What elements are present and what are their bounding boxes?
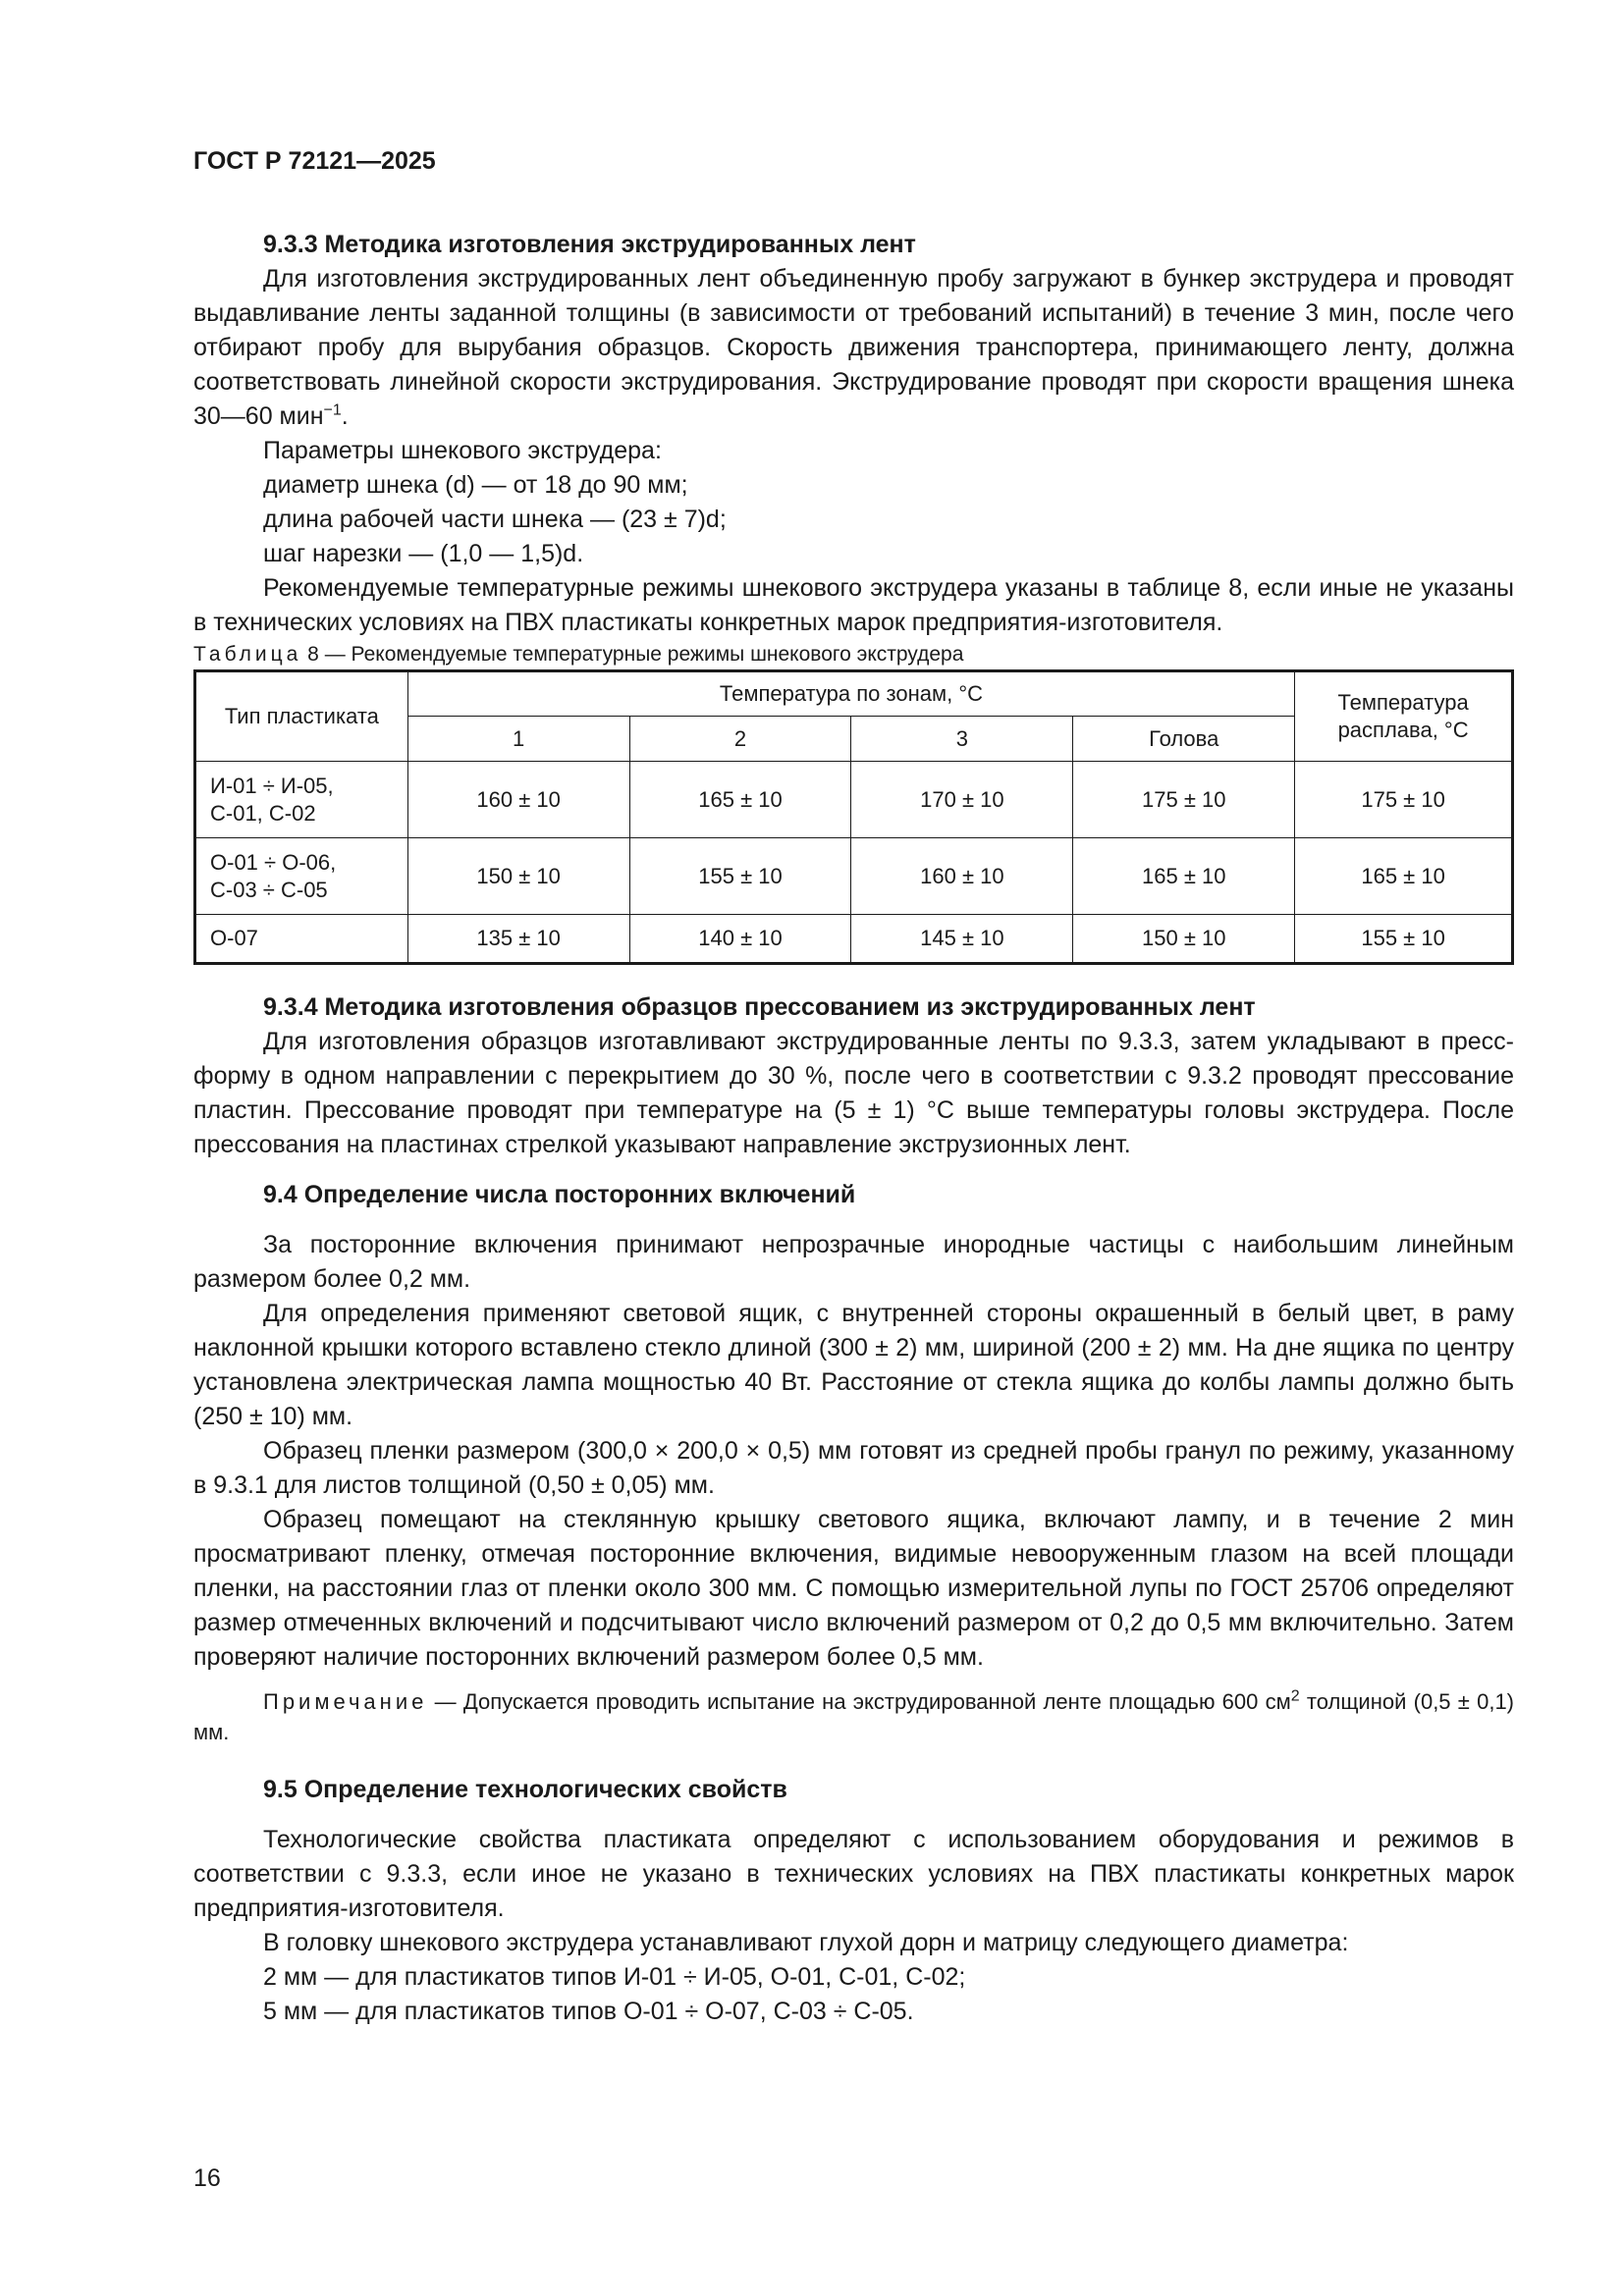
- cell-type: О-07: [195, 915, 408, 964]
- section-9-3-3-paragraph: Для изготовления экструдированных лент объединенную пробу загружают в бункер экструдера и проводят выдавливание ленты заданной толщины (в зависимости от требований испытаний) в течение 3 мин, после чего отбирают пробу для вырубания образцов. Скорость движения транспортера, принимающего ленту, должна соответствовать линейной скорости экструдирования. Экструдирование проводят при скорости вращения шнека 30—60 мин$^{-1}$.: [193, 265, 1514, 430]
- section-9-5-title: 9.5 Определение технологических свойств: [263, 1776, 787, 1803]
- header-zones: Температура по зонам, °С: [407, 671, 1294, 717]
- extruder-params-title: Параметры шнекового экструдера:: [263, 437, 662, 464]
- cell-value: 160 ± 10: [851, 838, 1073, 915]
- superscript: −1: [323, 401, 342, 419]
- cell-value: 175 ± 10: [1073, 762, 1295, 838]
- cell-value: 140 ± 10: [629, 915, 851, 964]
- cell-value: 145 ± 10: [851, 915, 1073, 964]
- header-zone-1: 1: [407, 717, 629, 762]
- header-plastic-type: Тип пластиката: [195, 671, 408, 762]
- section-9-5-paragraph-2: В головку шнекового экструдера устанавливают глухой дорн и матрицу следующего диаметра:: [263, 1929, 1349, 1956]
- table-row: [195, 762, 1513, 838]
- cell-value: 150 ± 10: [1073, 915, 1295, 964]
- list-item: 2 мм — для пластикатов типов И-01 ÷ И-05, О-01, С-01, С-02;: [263, 1963, 966, 1991]
- section-9-4-paragraph-2: Для определения применяют световой ящик, с внутренней стороны окрашенный в белый цвет, в раму наклонной крышки которого вставлено стекло длиной (300 ± 2) мм, шириной (200 ± 2) мм. На дне ящика по центру установлена электрическая лампа мощностью 40 Вт. Расстояние от стекла ящика до колбы лампы должно быть (250 ± 10) мм.: [193, 1300, 1514, 1430]
- cell-value: 175 ± 10: [1295, 762, 1513, 838]
- table-row: [195, 915, 1513, 964]
- cell-value: 150 ± 10: [407, 838, 629, 915]
- section-9-3-4-title: 9.3.4 Методика изготовления образцов прессованием из экструдированных лент: [263, 993, 1256, 1021]
- cell-value: 165 ± 10: [629, 762, 851, 838]
- section-9-3-3-title: 9.3.3 Методика изготовления экструдированных лент: [263, 231, 916, 258]
- section-9-5-paragraph-1: Технологические свойства пластиката определяют с использованием оборудования и режимов в соответствии с 9.3.3, если иное не указано в технических условиях на ПВХ пластикаты конкретных марок предприятия-изготовителя.: [193, 1826, 1514, 1922]
- cell-value: 135 ± 10: [407, 915, 629, 964]
- document-body: [193, 228, 1514, 2029]
- header-zone-3: 3: [851, 717, 1073, 762]
- cell-value: 155 ± 10: [629, 838, 851, 915]
- table-row: [195, 838, 1513, 915]
- page-number: 16: [193, 2164, 221, 2192]
- header-zone-2: 2: [629, 717, 851, 762]
- section-9-4-paragraph-3: Образец пленки размером (300,0 × 200,0 × 0,5) мм готовят из средней пробы гранул по режиму, указанному в 9.3.1 для листов толщиной (0,50 ± 0,05) мм.: [193, 1437, 1514, 1499]
- document-header: ГОСТ Р 72121—2025: [193, 147, 436, 175]
- extruder-param-length: длина рабочей части шнека — (23 ± 7)d;: [263, 506, 727, 533]
- note: Примечание — Допускается проводить испытание на экструдированной ленте площадью 600 $см^2$ толщиной (0,5 ± 0,1) мм.: [193, 1687, 1514, 1744]
- section-9-4-paragraph-4: Образец помещают на стеклянную крышку светового ящика, включают лампу, и в течение 2 мин просматривают пленку, отмечая посторонние включения, видимые невооруженным глазом на всей площади пленки, на расстоянии глаз от пленки около 300 мм. С помощью измерительной лупы по ГОСТ 25706 определяют размер отмеченных включений и подсчитывают число включений размером от 0,2 до 0,5 мм включительно. Затем проверяют наличие посторонних включений размером более 0,5 мм.: [193, 1506, 1514, 1671]
- section-9-4-title: 9.4 Определение числа посторонних включений: [263, 1181, 856, 1208]
- cell-value: 165 ± 10: [1073, 838, 1295, 915]
- temperature-table: [193, 669, 1514, 965]
- section-9-3-3-paragraph-2: Рекомендуемые температурные режимы шнекового экструдера указаны в таблице 8, если иные не указаны в технических условиях на ПВХ пластикаты конкретных марок предприятия-изготовителя.: [193, 574, 1514, 636]
- header-zone-head: Голова: [1073, 717, 1295, 762]
- section-9-3-4-paragraph: Для изготовления образцов изготавливают экструдированные ленты по 9.3.3, затем укладывают в пресс-форму в одном направлении с перекрытием до 30 %, после чего в соответствии с 9.3.2 проводят прессование пластин. Прессование проводят при температуре на (5 ± 1) °С выше температуры головы экструдера. После прессования на пластинах стрелкой указывают направление экструзионных лент.: [193, 1028, 1514, 1158]
- cell-value: 160 ± 10: [407, 762, 629, 838]
- extruder-param-diameter: диаметр шнека (d) — от 18 до 90 мм;: [263, 471, 688, 499]
- cell-value: 170 ± 10: [851, 762, 1073, 838]
- cell-type: О-01 ÷ О-06, С-03 ÷ С-05: [195, 838, 408, 915]
- superscript: 2: [1290, 1687, 1300, 1705]
- extruder-param-pitch: шаг нарезки — (1,0 — 1,5)d.: [263, 540, 584, 567]
- header-melt-temp: Температура расплава, °С: [1295, 671, 1513, 762]
- table-caption: Таблица 8 — Рекомендуемые температурные режимы шнекового экструдера: [193, 643, 964, 666]
- cell-value: 155 ± 10: [1295, 915, 1513, 964]
- cell-type: И-01 ÷ И-05, С-01, С-02: [195, 762, 408, 838]
- list-item: 5 мм — для пластикатов типов О-01 ÷ О-07, С-03 ÷ С-05.: [263, 1998, 914, 2025]
- cell-value: 165 ± 10: [1295, 838, 1513, 915]
- section-9-4-paragraph-1: За посторонние включения принимают непрозрачные инородные частицы с наибольшим линейным размером более 0,2 мм.: [193, 1231, 1514, 1293]
